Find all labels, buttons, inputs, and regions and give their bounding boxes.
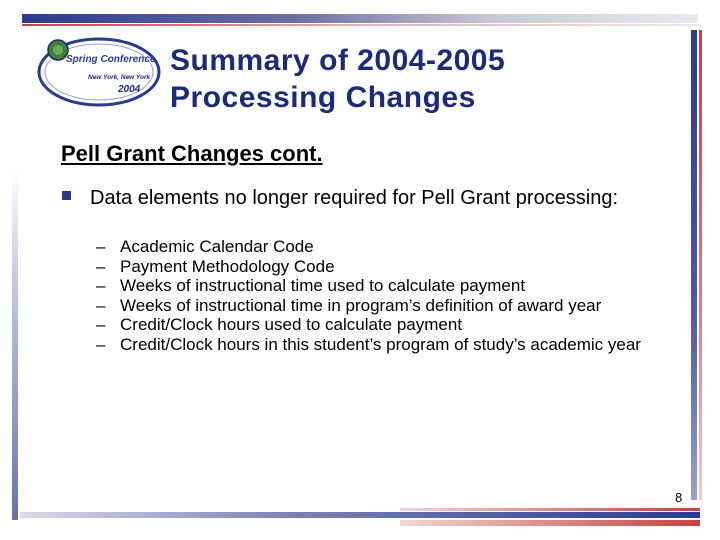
page-number: 8 — [675, 490, 683, 505]
logo-line2: New York, New York — [88, 74, 151, 81]
top-frame-bar — [22, 14, 698, 23]
list-item — [96, 315, 656, 335]
dash-bullet-icon: – — [96, 256, 106, 276]
main-bullet — [62, 187, 622, 209]
sub-bullet-list — [96, 237, 656, 354]
list-item — [96, 276, 656, 296]
logo-line3: 2004 — [118, 84, 141, 95]
list-item-text: Credit/Clock hours used to calculate payment — [120, 315, 463, 334]
title-line1: Summary of 2004-2005 — [170, 44, 506, 77]
dash-bullet-icon: – — [96, 276, 106, 295]
right-frame-bar — [691, 30, 697, 500]
dash-bullet-icon: – — [96, 295, 106, 315]
title-line2: Processing Changes — [170, 81, 476, 114]
list-item — [96, 257, 656, 277]
bottom-frame-accent — [400, 508, 700, 511]
list-item-text: Weeks of instructional time used to calculate payment — [120, 276, 526, 295]
square-bullet-icon — [62, 191, 71, 200]
slide-title — [170, 42, 505, 116]
section-heading: Pell Grant Changes cont. — [61, 141, 323, 166]
left-frame-bar — [12, 170, 18, 520]
list-item — [96, 335, 656, 355]
bottom-frame-bar — [20, 512, 700, 518]
bottom-frame-accent-2 — [400, 520, 700, 526]
list-item-text: Academic Calendar Code — [120, 237, 314, 256]
dash-bullet-icon: – — [96, 334, 106, 354]
list-item — [96, 296, 656, 316]
top-frame-accent — [22, 24, 698, 26]
dash-bullet-icon: – — [96, 237, 106, 256]
right-frame-accent — [699, 30, 702, 500]
dash-bullet-icon: – — [96, 315, 106, 334]
logo-line1: Spring Conference — [66, 54, 156, 65]
list-item-text: Payment Methodology Code — [120, 256, 335, 276]
main-bullet-text: Data elements no longer required for Pell Grant processing: — [90, 187, 619, 209]
list-item-text: Weeks of instructional time in program’s definition of award year — [120, 295, 602, 315]
list-item — [96, 237, 656, 257]
list-item-text: Credit/Clock hours in this student’s program of study’s academic year — [120, 334, 641, 354]
spring-conference-logo — [36, 32, 162, 108]
